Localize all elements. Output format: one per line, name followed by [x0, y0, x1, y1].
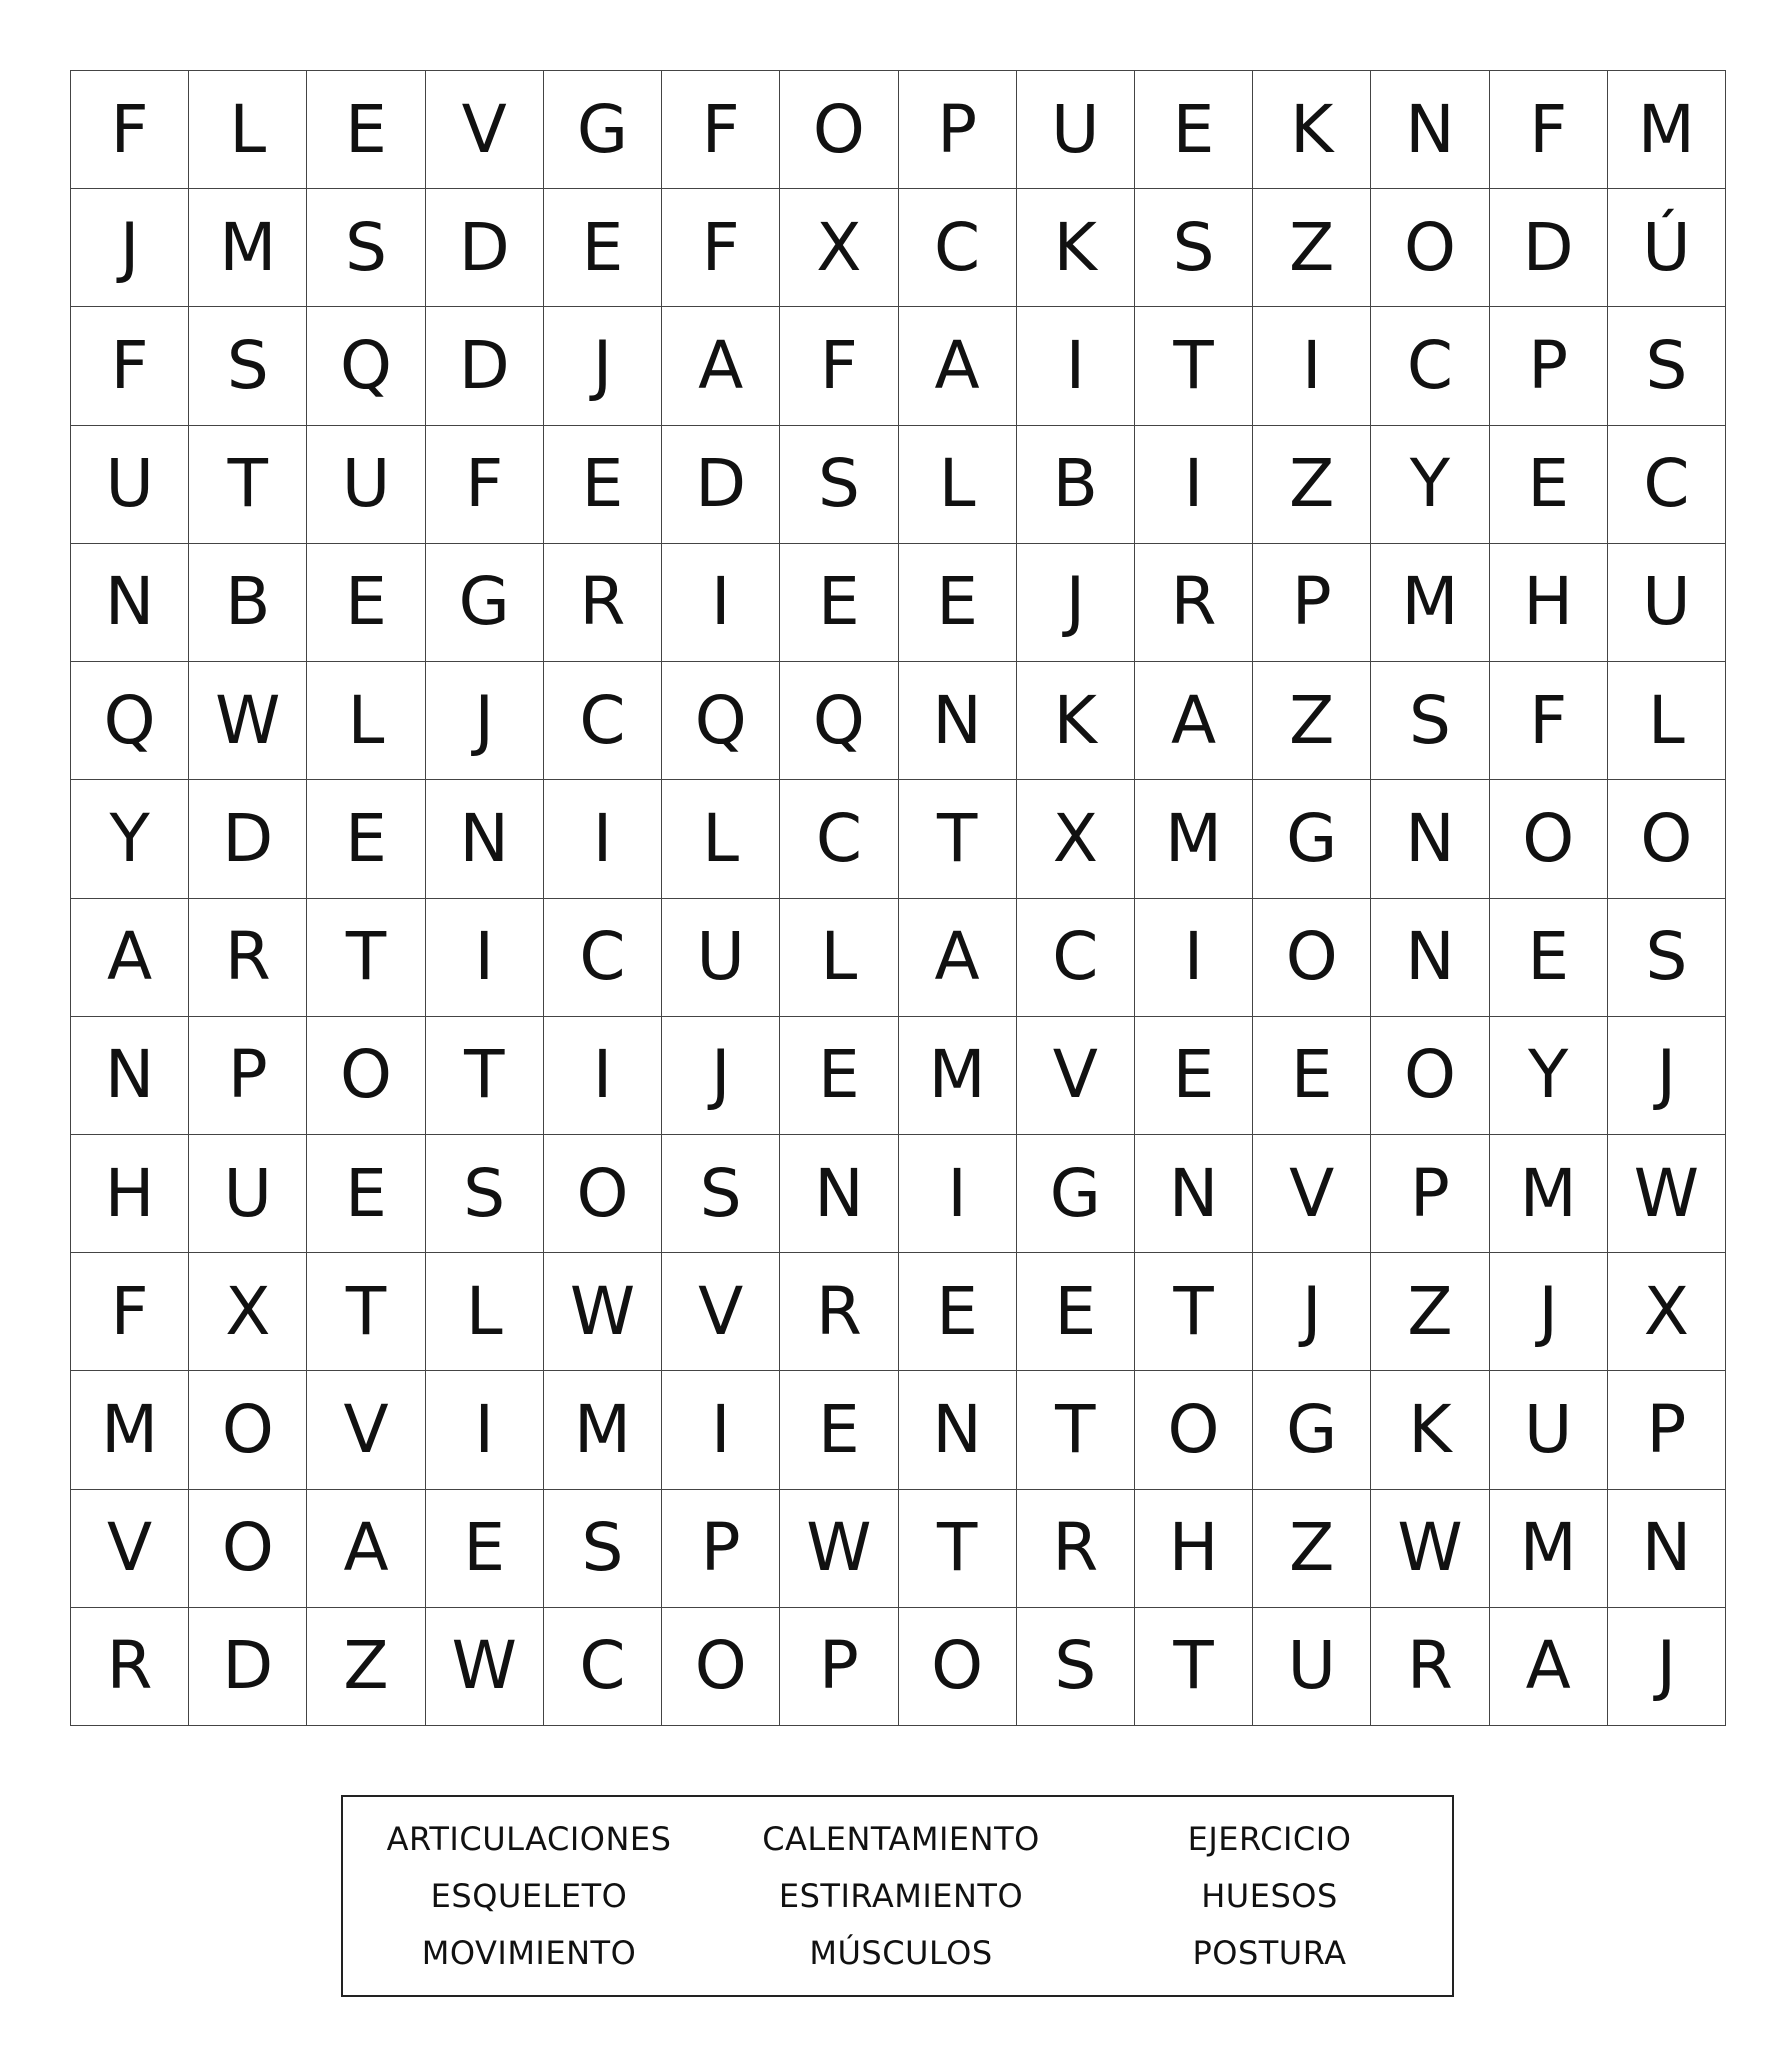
grid-cell[interactable]: M [1490, 1490, 1608, 1608]
grid-cell[interactable]: C [1371, 307, 1489, 425]
grid-cell[interactable]: H [71, 1135, 189, 1253]
grid-cell[interactable]: E [1135, 71, 1253, 189]
grid-cell[interactable]: Z [1253, 426, 1371, 544]
grid-cell[interactable]: M [899, 1017, 1017, 1135]
grid-cell[interactable]: E [307, 71, 425, 189]
grid-cell[interactable]: O [189, 1490, 307, 1608]
grid-cell[interactable]: E [1135, 1017, 1253, 1135]
grid-cell[interactable]: N [899, 662, 1017, 780]
word-bank-item: ESTIRAMIENTO [778, 1876, 1024, 1915]
grid-cell[interactable]: J [1017, 544, 1135, 662]
grid-cell[interactable]: Ú [1608, 189, 1726, 307]
grid-cell[interactable]: I [899, 1135, 1017, 1253]
grid-cell[interactable]: Y [71, 780, 189, 898]
grid-cell[interactable]: E [307, 1135, 425, 1253]
grid-cell[interactable]: F [780, 307, 898, 425]
grid-cell[interactable]: V [1253, 1135, 1371, 1253]
grid-cell[interactable]: A [662, 307, 780, 425]
grid-cell[interactable]: E [544, 426, 662, 544]
grid-cell[interactable]: O [780, 71, 898, 189]
grid-cell[interactable]: L [1608, 662, 1726, 780]
grid-cell[interactable]: S [426, 1135, 544, 1253]
grid-cell[interactable]: N [899, 1371, 1017, 1489]
grid-cell[interactable]: N [71, 544, 189, 662]
grid-cell[interactable]: H [1490, 544, 1608, 662]
grid-cell[interactable]: O [1371, 1017, 1489, 1135]
grid-cell[interactable]: E [1017, 1253, 1135, 1371]
grid-cell[interactable]: Q [780, 662, 898, 780]
grid-cell[interactable]: J [544, 307, 662, 425]
grid-cell[interactable]: E [1253, 1017, 1371, 1135]
grid-cell[interactable]: U [1253, 1608, 1371, 1726]
word-bank-item: HUESOS [1201, 1876, 1338, 1915]
grid-cell[interactable]: J [71, 189, 189, 307]
grid-cell[interactable]: Z [1253, 189, 1371, 307]
grid-cell[interactable]: W [544, 1253, 662, 1371]
grid-cell[interactable]: E [307, 544, 425, 662]
grid-cell[interactable]: J [1608, 1608, 1726, 1726]
grid-cell[interactable]: K [1017, 189, 1135, 307]
grid-cell[interactable]: G [544, 71, 662, 189]
grid-cell[interactable]: F [71, 1253, 189, 1371]
grid-cell[interactable]: Y [1490, 1017, 1608, 1135]
grid-cell[interactable]: U [1017, 71, 1135, 189]
grid-cell[interactable]: I [1135, 899, 1253, 1017]
grid-cell[interactable]: E [307, 780, 425, 898]
grid-cell[interactable]: B [189, 544, 307, 662]
grid-cell[interactable]: W [780, 1490, 898, 1608]
grid-cell[interactable]: O [1608, 780, 1726, 898]
grid-cell[interactable]: L [426, 1253, 544, 1371]
grid-cell[interactable]: X [780, 189, 898, 307]
grid-cell[interactable]: C [1017, 899, 1135, 1017]
grid-cell[interactable]: E [426, 1490, 544, 1608]
grid-cell[interactable]: E [780, 1371, 898, 1489]
grid-cell[interactable]: Z [1253, 662, 1371, 780]
grid-cell[interactable]: S [544, 1490, 662, 1608]
grid-cell[interactable]: E [899, 544, 1017, 662]
grid-cell[interactable]: P [1253, 544, 1371, 662]
grid-cell[interactable]: G [1253, 780, 1371, 898]
grid-cell[interactable]: M [71, 1371, 189, 1489]
grid-cell[interactable]: O [662, 1608, 780, 1726]
grid-cell[interactable]: P [1371, 1135, 1489, 1253]
grid-cell[interactable]: L [189, 71, 307, 189]
grid-cell[interactable]: X [1017, 780, 1135, 898]
grid-cell[interactable]: O [307, 1017, 425, 1135]
grid-cell[interactable]: J [1253, 1253, 1371, 1371]
grid-cell[interactable]: F [1490, 71, 1608, 189]
grid-cell[interactable]: O [1135, 1371, 1253, 1489]
grid-cell[interactable]: F [71, 307, 189, 425]
grid-cell[interactable]: U [662, 899, 780, 1017]
grid-cell[interactable]: C [544, 662, 662, 780]
grid-cell[interactable]: P [662, 1490, 780, 1608]
grid-cell[interactable]: R [780, 1253, 898, 1371]
word-bank [341, 1795, 1454, 1997]
grid-cell[interactable]: T [1017, 1371, 1135, 1489]
grid-cell[interactable]: G [426, 544, 544, 662]
grid-cell[interactable]: S [1135, 189, 1253, 307]
grid-cell[interactable]: V [307, 1371, 425, 1489]
grid-cell[interactable]: S [1608, 307, 1726, 425]
grid-cell[interactable]: U [71, 426, 189, 544]
grid-cell[interactable]: A [899, 307, 1017, 425]
grid-cell[interactable]: A [307, 1490, 425, 1608]
grid-cell[interactable]: I [1253, 307, 1371, 425]
grid-cell[interactable]: W [1371, 1490, 1489, 1608]
grid-cell[interactable]: C [544, 1608, 662, 1726]
grid-cell[interactable]: V [662, 1253, 780, 1371]
grid-cell[interactable]: L [662, 780, 780, 898]
grid-cell[interactable]: X [1608, 1253, 1726, 1371]
grid-cell[interactable]: Z [1371, 1253, 1489, 1371]
word-bank-item: MÚSCULOS [809, 1933, 993, 1972]
word-bank-item: POSTURA [1192, 1933, 1347, 1972]
grid-cell[interactable]: Q [662, 662, 780, 780]
grid-cell[interactable]: Q [307, 307, 425, 425]
grid-cell[interactable]: M [544, 1371, 662, 1489]
grid-cell[interactable]: W [426, 1608, 544, 1726]
grid-cell[interactable]: R [1135, 544, 1253, 662]
grid-cell[interactable]: S [662, 1135, 780, 1253]
grid-cell[interactable]: X [189, 1253, 307, 1371]
grid-cell[interactable]: W [189, 662, 307, 780]
grid-cell[interactable]: T [307, 1253, 425, 1371]
word-bank-item: ARTICULACIONES [386, 1820, 672, 1859]
grid-cell[interactable]: I [544, 1017, 662, 1135]
grid-cell[interactable]: T [899, 780, 1017, 898]
grid-cell[interactable]: N [71, 1017, 189, 1135]
grid-cell[interactable]: I [426, 1371, 544, 1489]
grid-cell[interactable]: K [1253, 71, 1371, 189]
grid-cell[interactable]: W [1608, 1135, 1726, 1253]
grid-cell[interactable]: S [1371, 662, 1489, 780]
grid-cell[interactable]: M [1608, 71, 1726, 189]
grid-cell[interactable]: T [899, 1490, 1017, 1608]
grid-cell[interactable]: C [544, 899, 662, 1017]
grid-cell[interactable]: P [780, 1608, 898, 1726]
grid-cell[interactable]: D [189, 780, 307, 898]
word-bank-item: CALENTAMIENTO [762, 1820, 1040, 1859]
grid-cell[interactable]: T [1135, 1608, 1253, 1726]
grid-cell[interactable]: I [544, 780, 662, 898]
grid-cell[interactable]: D [426, 307, 544, 425]
grid-cell[interactable]: J [1490, 1253, 1608, 1371]
grid-cell[interactable]: B [1017, 426, 1135, 544]
grid-cell[interactable]: D [662, 426, 780, 544]
grid-cell[interactable]: O [1253, 899, 1371, 1017]
grid-cell[interactable]: S [189, 307, 307, 425]
grid-cell[interactable]: F [1490, 662, 1608, 780]
grid-cell[interactable]: G [1017, 1135, 1135, 1253]
grid-cell[interactable]: F [662, 189, 780, 307]
grid-cell[interactable]: V [426, 71, 544, 189]
grid-cell[interactable]: R [544, 544, 662, 662]
grid-cell[interactable]: N [426, 780, 544, 898]
grid-cell[interactable]: J [662, 1017, 780, 1135]
grid-cell[interactable]: S [780, 426, 898, 544]
grid-cell[interactable]: M [1371, 544, 1489, 662]
grid-cell[interactable]: V [71, 1490, 189, 1608]
grid-cell[interactable]: U [189, 1135, 307, 1253]
grid-cell[interactable]: G [1253, 1371, 1371, 1489]
grid-cell[interactable]: N [1371, 780, 1489, 898]
word-bank-item: MOVIMIENTO [421, 1933, 637, 1972]
grid-cell[interactable]: U [1490, 1371, 1608, 1489]
grid-cell[interactable]: U [1608, 544, 1726, 662]
grid-cell[interactable]: L [307, 662, 425, 780]
grid-cell[interactable]: Q [71, 662, 189, 780]
grid-cell[interactable]: N [1135, 1135, 1253, 1253]
grid-cell[interactable]: P [899, 71, 1017, 189]
grid-cell[interactable]: D [1490, 189, 1608, 307]
grid-cell[interactable]: E [899, 1253, 1017, 1371]
grid-cell[interactable]: T [426, 1017, 544, 1135]
grid-cell[interactable]: I [1017, 307, 1135, 425]
grid-cell[interactable]: F [662, 71, 780, 189]
grid-cell[interactable]: M [1135, 780, 1253, 898]
grid-cell[interactable]: S [307, 189, 425, 307]
grid-cell[interactable]: M [189, 189, 307, 307]
grid-cell[interactable]: N [780, 1135, 898, 1253]
grid-cell[interactable]: K [1371, 1371, 1489, 1489]
grid-cell[interactable]: E [780, 1017, 898, 1135]
grid-cell[interactable]: I [426, 899, 544, 1017]
grid-cell[interactable]: F [426, 426, 544, 544]
grid-cell[interactable]: O [189, 1371, 307, 1489]
grid-cell[interactable]: R [1017, 1490, 1135, 1608]
grid-cell[interactable]: K [1017, 662, 1135, 780]
grid-cell[interactable]: P [189, 1017, 307, 1135]
grid-cell[interactable]: I [662, 1371, 780, 1489]
grid-cell[interactable]: A [1490, 1608, 1608, 1726]
grid-cell[interactable]: P [1490, 307, 1608, 425]
grid-cell[interactable]: J [1608, 1017, 1726, 1135]
grid-cell[interactable]: M [1490, 1135, 1608, 1253]
grid-cell[interactable]: S [1608, 899, 1726, 1017]
grid-cell[interactable]: V [1017, 1017, 1135, 1135]
grid-cell[interactable]: O [1490, 780, 1608, 898]
grid-cell[interactable]: C [899, 189, 1017, 307]
grid-cell[interactable]: N [1371, 899, 1489, 1017]
grid-cell[interactable]: N [1608, 1490, 1726, 1608]
grid-cell[interactable]: E [1490, 426, 1608, 544]
grid-cell[interactable]: A [71, 899, 189, 1017]
grid-cell[interactable]: J [426, 662, 544, 780]
letter-grid [70, 70, 1726, 1726]
grid-cell[interactable]: A [899, 899, 1017, 1017]
grid-cell[interactable]: C [1608, 426, 1726, 544]
grid-cell[interactable]: Y [1371, 426, 1489, 544]
grid-cell[interactable]: D [426, 189, 544, 307]
grid-cell[interactable]: I [662, 544, 780, 662]
grid-cell[interactable]: R [71, 1608, 189, 1726]
word-bank-item: EJERCICIO [1187, 1820, 1352, 1859]
grid-cell[interactable]: R [189, 899, 307, 1017]
grid-cell[interactable]: H [1135, 1490, 1253, 1608]
grid-cell[interactable]: R [1371, 1608, 1489, 1726]
grid-cell[interactable]: I [1135, 426, 1253, 544]
grid-cell[interactable]: A [1135, 662, 1253, 780]
grid-cell[interactable]: Z [1253, 1490, 1371, 1608]
grid-cell[interactable]: D [189, 1608, 307, 1726]
grid-cell[interactable]: O [899, 1608, 1017, 1726]
grid-cell[interactable]: U [307, 426, 425, 544]
grid-cell[interactable]: T [307, 899, 425, 1017]
grid-cell[interactable]: Z [307, 1608, 425, 1726]
grid-cell[interactable]: E [544, 189, 662, 307]
grid-cell[interactable]: P [1608, 1371, 1726, 1489]
grid-cell[interactable]: T [189, 426, 307, 544]
grid-cell[interactable]: S [1017, 1608, 1135, 1726]
grid-cell[interactable]: C [780, 780, 898, 898]
grid-cell[interactable]: N [1371, 71, 1489, 189]
grid-cell[interactable]: O [544, 1135, 662, 1253]
grid-cell[interactable]: L [780, 899, 898, 1017]
grid-cell[interactable]: O [1371, 189, 1489, 307]
grid-cell[interactable]: T [1135, 1253, 1253, 1371]
grid-cell[interactable]: F [71, 71, 189, 189]
grid-cell[interactable]: T [1135, 307, 1253, 425]
grid-cell[interactable]: E [1490, 899, 1608, 1017]
word-bank-item: ESQUELETO [430, 1876, 628, 1915]
grid-cell[interactable]: E [780, 544, 898, 662]
grid-cell[interactable]: L [899, 426, 1017, 544]
